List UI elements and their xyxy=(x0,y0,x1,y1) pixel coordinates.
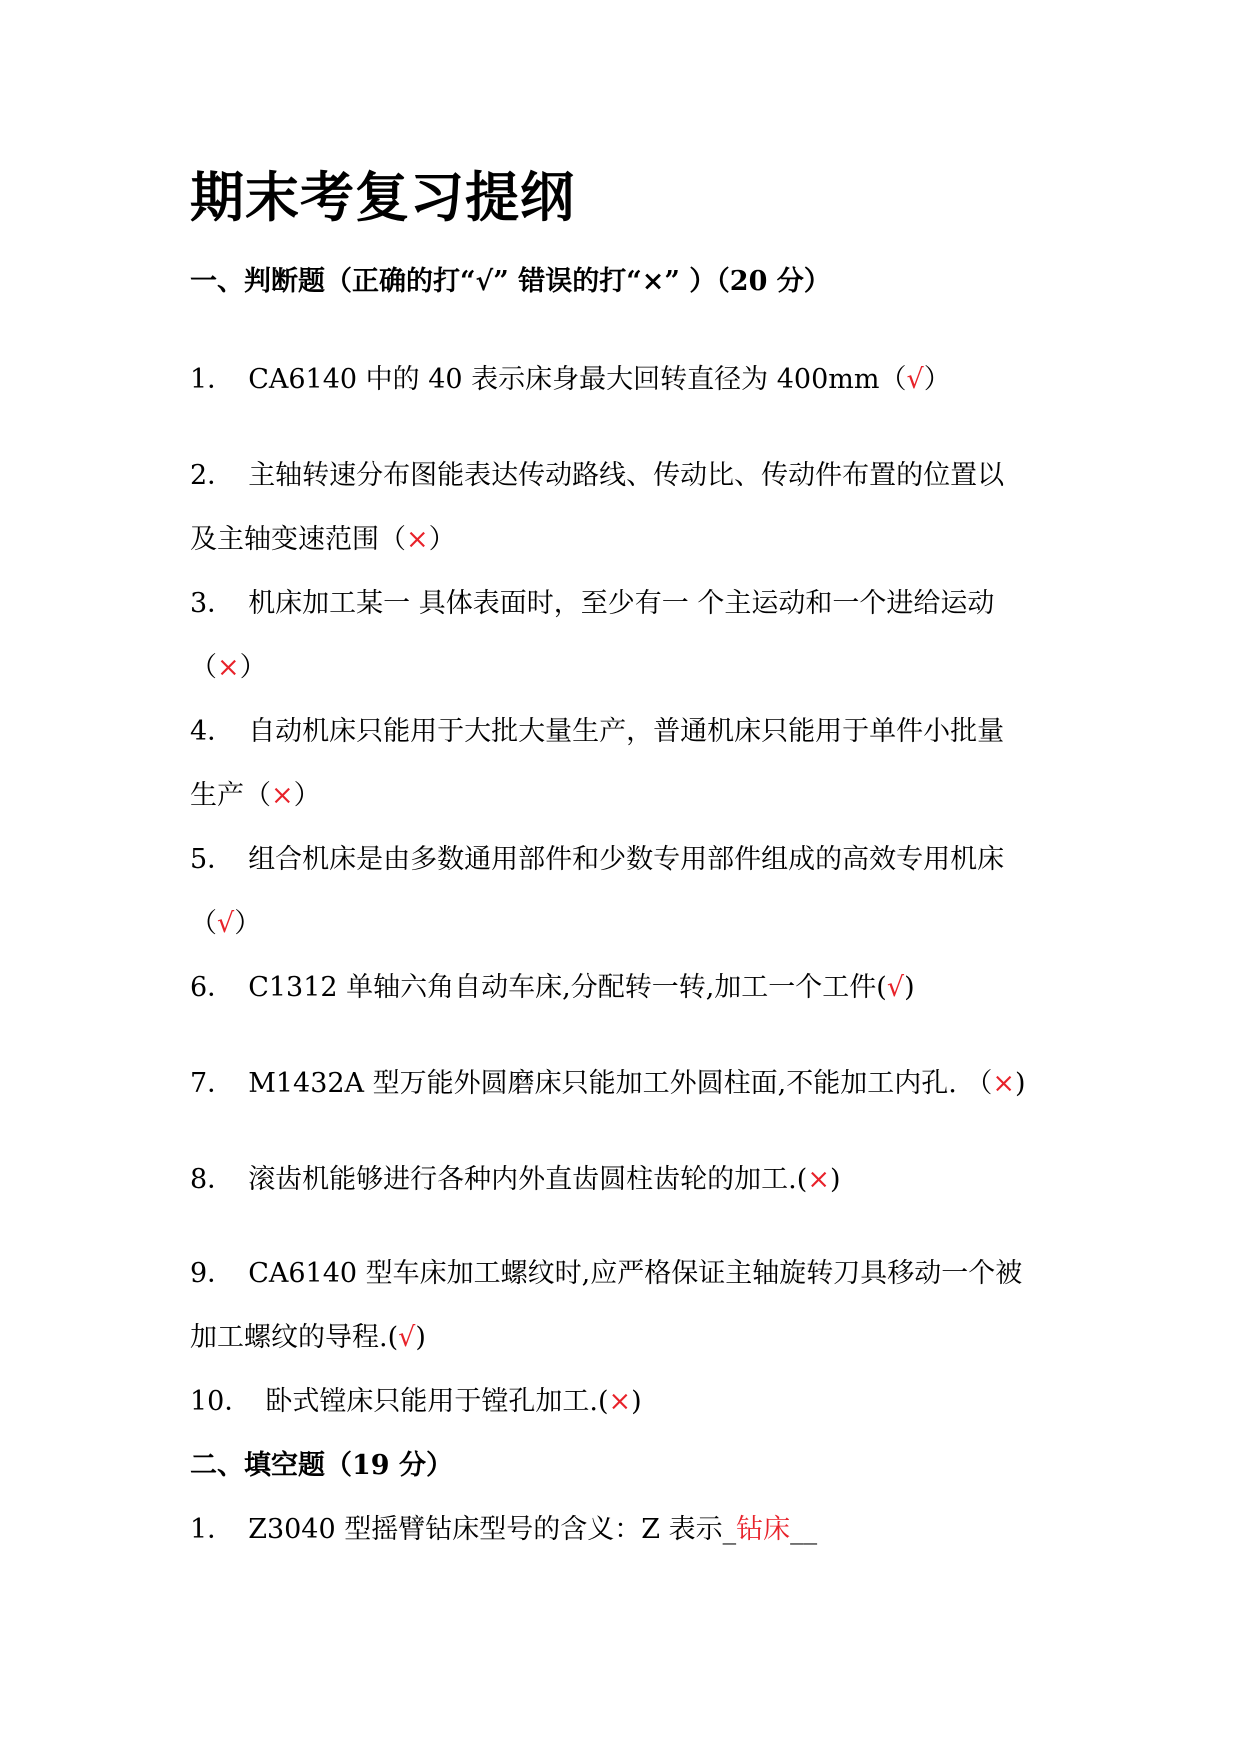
question-number: 2． xyxy=(190,460,235,491)
question-text: Z3040 型摇臂钻床型号的含义：Z 表示_ xyxy=(248,1514,737,1545)
question-4-line-2 xyxy=(190,778,321,814)
question-text: （ xyxy=(190,908,217,939)
answer-close: ) xyxy=(631,1386,642,1417)
question-text: 机床加工某一 具体表面时，至少有一 个主运动和一个进给运动 xyxy=(248,588,995,619)
answer-close: ） xyxy=(239,652,267,683)
question-4-line-1 xyxy=(190,714,1004,750)
question-text: CA6140 中的 40 表示床身最大回转直径为 400mm（ xyxy=(248,364,907,395)
answer-mark: √ xyxy=(906,364,924,395)
question-text: 滚齿机能够进行各种内外直齿圆柱齿轮的加工.( xyxy=(248,1164,808,1195)
question-9-line-1 xyxy=(190,1256,1022,1292)
answer-mark: × xyxy=(217,652,240,683)
question-number: 3． xyxy=(190,588,235,619)
question-text: 自动机床只能用于大批大量生产，普通机床只能用于单件小批量 xyxy=(248,716,1005,747)
question-3-line-2 xyxy=(190,650,267,686)
question-2-line-1 xyxy=(190,458,1004,494)
answer-close: ） xyxy=(293,780,321,811)
answer-mark: √ xyxy=(398,1322,416,1353)
question-text: 及主轴变速范围（ xyxy=(190,524,406,555)
question-2-line-2 xyxy=(190,522,456,558)
answer-close: ) xyxy=(1015,1068,1026,1099)
question-6 xyxy=(190,970,915,1006)
question-text: 主轴转速分布图能表达传动路线、传动比、传动件布置的位置以 xyxy=(248,460,1005,491)
question-5-line-2 xyxy=(190,906,261,942)
question-number: 8． xyxy=(190,1164,235,1195)
question-text: 组合机床是由多数通用部件和少数专用部件组成的高效专用机床 xyxy=(248,844,1005,875)
question-number: 4． xyxy=(190,716,235,747)
answer-mark: × xyxy=(271,780,294,811)
question-1 xyxy=(190,362,951,398)
question-text: 卧式镗床只能用于镗孔加工.( xyxy=(265,1386,609,1417)
answer-mark: × xyxy=(608,1386,632,1417)
question-text: M1432A 型万能外圆磨床只能加工外圆柱面,不能加工内孔. （ xyxy=(248,1068,993,1099)
answer-close: ) xyxy=(904,972,915,1003)
question-number: 5． xyxy=(190,844,235,875)
answer-blank: __ xyxy=(790,1514,818,1545)
question-8 xyxy=(190,1162,840,1198)
question-text: 加工螺纹的导程.( xyxy=(190,1322,399,1353)
question-number: 10． xyxy=(190,1386,252,1417)
answer-mark: √ xyxy=(217,908,235,939)
question-number: 7． xyxy=(190,1068,235,1099)
question-number: 1． xyxy=(190,364,235,395)
answer-close: ） xyxy=(234,908,262,939)
answer-mark: × xyxy=(807,1164,830,1195)
question-text: C1312 单轴六角自动车床,分配转一转,加工一个工件( xyxy=(248,972,887,1003)
answer-close: ) xyxy=(829,1164,841,1195)
fill-question-1 xyxy=(190,1512,817,1548)
question-text: （ xyxy=(190,652,217,683)
answer-close: ) xyxy=(415,1322,426,1353)
answer-close: ） xyxy=(923,364,951,395)
question-5-line-1 xyxy=(190,842,1004,878)
answer-mark: × xyxy=(992,1068,1015,1099)
question-3-line-1 xyxy=(190,586,994,622)
question-number: 6． xyxy=(190,972,235,1003)
question-10 xyxy=(190,1384,642,1420)
question-number: 9． xyxy=(190,1258,235,1289)
question-7 xyxy=(190,1066,1026,1102)
question-number: 1． xyxy=(190,1514,235,1545)
question-text: 生产（ xyxy=(190,780,271,811)
page-title: 期末考复习提纲 xyxy=(190,166,575,229)
answer-close: ） xyxy=(428,524,456,555)
section-heading-fill-blank: 二、填空题（19 分） xyxy=(190,1450,453,1481)
answer-mark: √ xyxy=(886,972,905,1003)
section-heading-true-false: 一、判断题（正确的打“√” 错误的打“×” ）（20 分） xyxy=(190,266,831,297)
question-9-line-2 xyxy=(190,1320,426,1356)
answer-mark: × xyxy=(406,524,429,555)
question-text: CA6140 型车床加工螺纹时,应严格保证主轴旋转刀具移动一个被 xyxy=(248,1258,1023,1289)
answer-text: 钻床 xyxy=(736,1514,791,1545)
